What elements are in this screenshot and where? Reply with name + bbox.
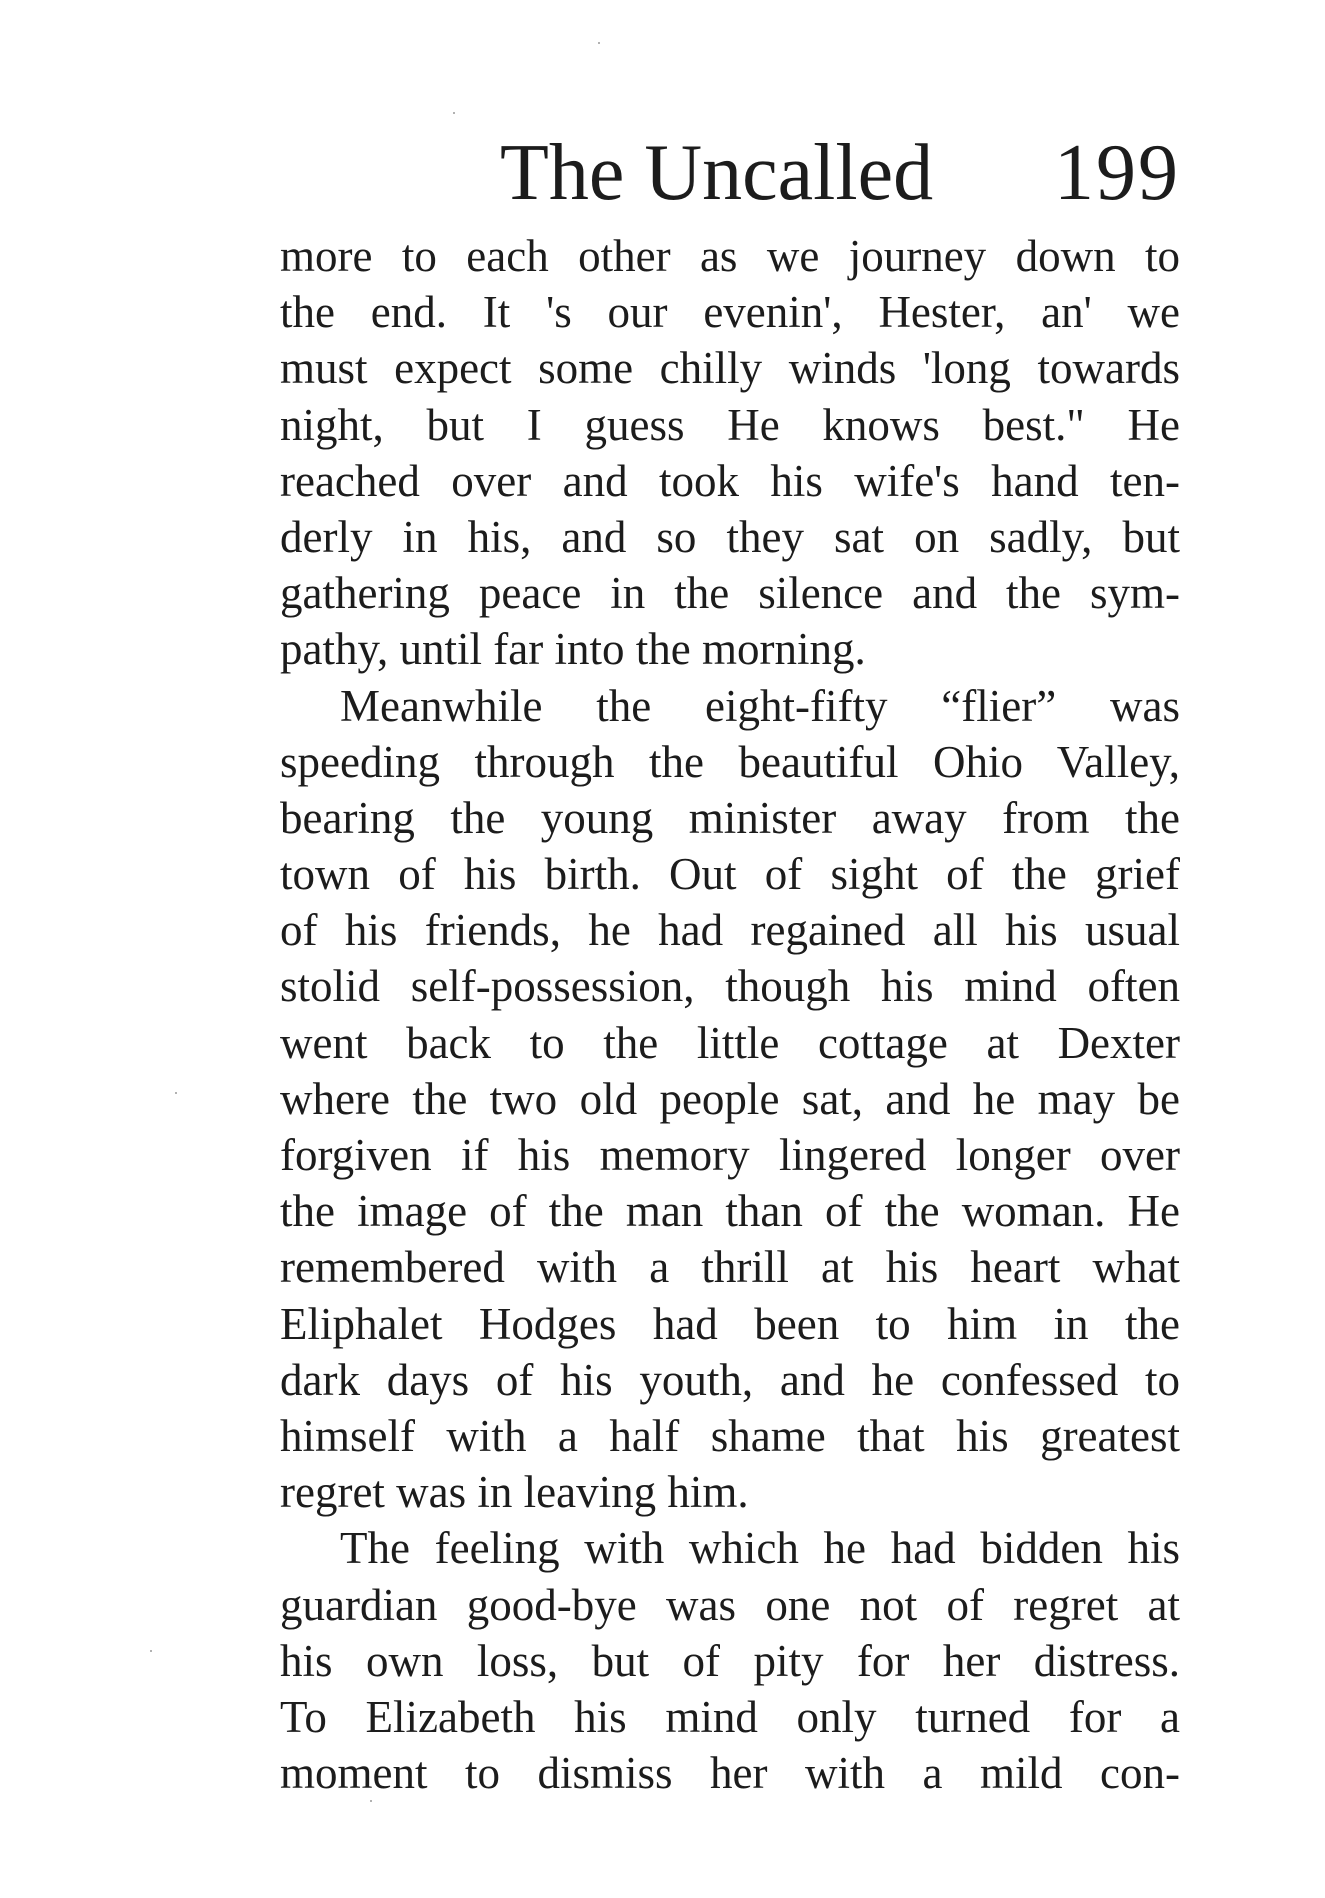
text-line: more to each other as we journey down to [280, 231, 1180, 281]
paragraph-end-line: regret was in leaving him. [280, 1467, 749, 1518]
text-line: moment to dismiss her with a mild con- [280, 1748, 1180, 1799]
text-line: town of his birth. Out of sight of the grief [280, 849, 1180, 900]
text-line: stolid self-possession, though his mind often [280, 961, 1180, 1012]
scan-speck [370, 1800, 372, 1802]
scan-speck [453, 112, 455, 114]
text-line: To Elizabeth his mind only turned for a [280, 1691, 1180, 1742]
text-line: remembered with a thrill at his heart what [280, 1242, 1180, 1293]
text-line: himself with a half shame that his greatest [280, 1410, 1180, 1461]
text-line: his own loss, but of pity for her distress. [280, 1635, 1180, 1686]
scan-speck [598, 42, 600, 44]
body-text [280, 228, 1180, 1801]
scan-speck [175, 1092, 177, 1094]
text-line: dark days of his youth, and he confessed to [280, 1354, 1180, 1405]
text-line: night, but I guess He knows best." He [280, 399, 1180, 450]
text-line: reached over and took his wife's hand ten- [280, 455, 1180, 506]
paragraph-start-line: Meanwhile the eight-fifty “flier” was [340, 680, 1180, 731]
text-line: guardian good-bye was one not of regret at [280, 1579, 1180, 1630]
text-line: gathering peace in the silence and the sym- [280, 568, 1180, 619]
text-line: the end. It 's our evenin', Hester, an' we [280, 287, 1180, 338]
text-line: derly in his, and so they sat on sadly, but [280, 511, 1180, 562]
text-line: forgiven if his memory lingered longer over [280, 1130, 1180, 1180]
text-line: of his friends, he had regained all his usual [280, 905, 1180, 956]
text-line: the image of the man than of the woman. He [280, 1186, 1180, 1237]
paragraph-start-line: The feeling with which he had bidden his [340, 1523, 1180, 1574]
text-line: Eliphalet Hodges had been to him in the [280, 1298, 1180, 1349]
text-line: went back to the little cottage at Dexter [280, 1017, 1180, 1068]
running-head [500, 118, 1180, 228]
text-line: bearing the young minister away from the [280, 792, 1180, 843]
running-head-title: The Uncalled [500, 129, 934, 217]
text-line: where the two old people sat, and he may be [280, 1073, 1180, 1124]
page-number: 199 [1054, 129, 1180, 217]
scan-speck [150, 1650, 152, 1652]
text-line: speeding through the beautiful Ohio Valley, [280, 736, 1180, 787]
paragraph-end-line: pathy, until far into the morning. [280, 624, 866, 675]
text-line: must expect some chilly winds 'long towards [280, 343, 1180, 394]
